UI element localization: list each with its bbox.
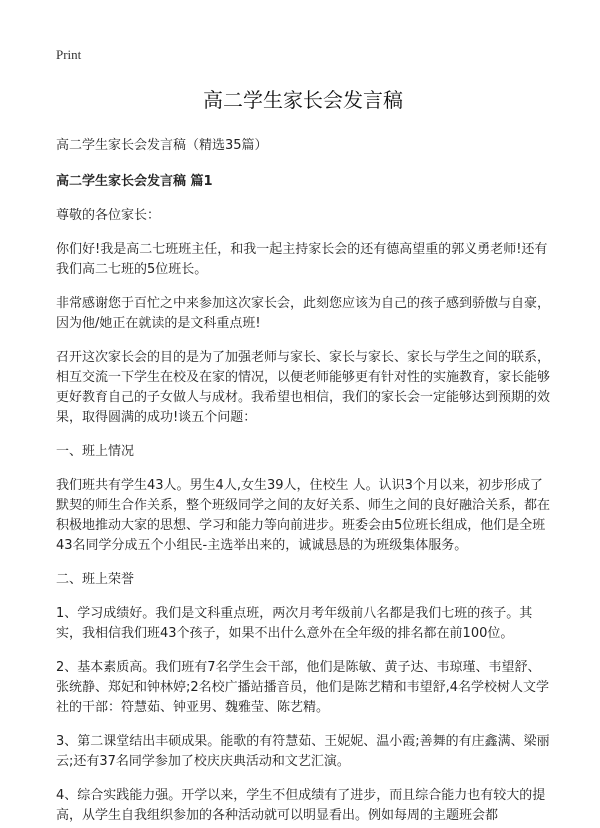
paragraph: 你们好!我是高二七班班主任，和我一起主持家长会的还有德高望重的郭义勇老师!还有我们高二七班的5位班长。 bbox=[56, 242, 548, 277]
list-item: 1、学习成绩好。我们是文科重点班，两次月考年级前八名都是我们七班的孩子。其实，我相信我们班43个孩子，如果不出什么意外在全年级的排名都在前100位。 bbox=[56, 606, 533, 641]
article-heading: 高二学生家长会发言稿 篇1 bbox=[56, 174, 213, 189]
list-item: 4、综合实践能力强。开学以来，学生不但成绩有了进步，而且综合能力也有较大的提高，从学生自我组织参加的各种活动就可以明显看出。例如每周的主题班会都 bbox=[56, 788, 546, 823]
greeting: 尊敬的各位家长： bbox=[56, 208, 161, 223]
document-title: 高二学生家长会发言稿 bbox=[203, 88, 403, 112]
section-body: 我们班共有学生43人。男生4人,女生39人，住校生 人。认识3个月以来，初步形成了默契的师生合作关系，整个班级同学之间的友好关系、师生之间的良好融洽关系，都在积极地推动大家的思想、学习和能力等向前进步。班委会由5位班长组成，他们是全班43名同学分成五个小组民-主选举出来的，诚诚恳恳的为班级集体服务。 bbox=[56, 478, 551, 553]
section-heading: 一、班上情况 bbox=[56, 444, 135, 459]
section-heading: 二、班上荣誉 bbox=[56, 572, 135, 587]
print-link[interactable]: Print bbox=[56, 47, 82, 62]
list-item: 2、基本素质高。我们班有7名学生会干部，他们是陈敏、黄子达、韦琼瑾、韦望舒、张统静、郑妃和钟林婷;2名校广播站播音员，他们是陈艺精和韦望舒,4名学校树人文学社的干部：符慧茹、钟亚男、魏雅莹、陈艺精。 bbox=[56, 660, 550, 715]
paragraph: 召开这次家长会的目的是为了加强老师与家长、家长与家长、家长与学生之间的联系，相互交流一下学生在校及在家的情况，以便老师能够更有针对性的实施教育，家长能够更好教育自己的子女做人与成材。我希望也相信，我们的家长会一定能够达到预期的效果，取得圆满的成功!谈五个问题： bbox=[56, 350, 551, 425]
document-subtitle: 高二学生家长会发言稿（精选35篇） bbox=[56, 138, 268, 153]
list-item: 3、第二课堂结出丰硕成果。能歌的有符慧茹、王妮妮、温小霞;善舞的有庄鑫满、梁丽云;还有37名同学参加了校庆庆典活动和文艺汇演。 bbox=[56, 734, 550, 769]
paragraph: 非常感谢您于百忙之中来参加这次家长会，此刻您应该为自己的孩子感到骄傲与自豪，因为他/她正在就读的是文科重点班! bbox=[56, 296, 551, 331]
